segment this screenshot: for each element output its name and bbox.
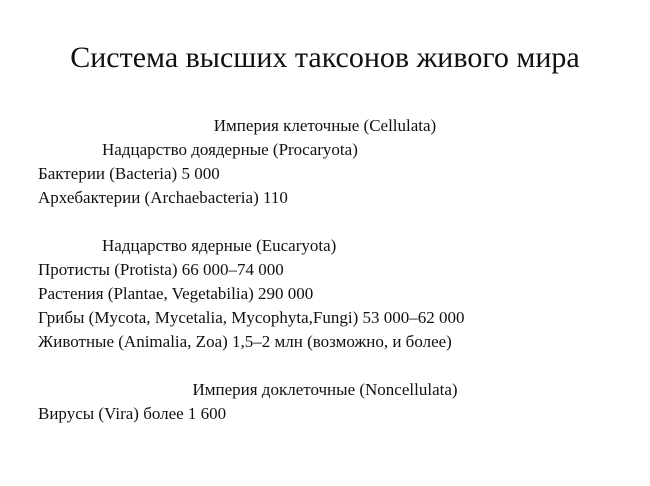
- superkingdom-procaryota-heading: Надцарство доядерные (Procaryota): [102, 140, 358, 159]
- protista-line: Протисты (Protista) 66 000–74 000: [38, 260, 284, 279]
- vira-line: Вирусы (Vira) более 1 600: [38, 404, 227, 423]
- animalia-line: Животные (Animalia, Zoa) 1,5–2 млн (возможно, и более): [38, 332, 452, 351]
- bacteria-line: Бактерии (Bacteria) 5 000: [38, 164, 220, 183]
- plantae-line: Растения (Plantae, Vegetabilia) 290 000: [38, 284, 314, 303]
- empire-cellulata-heading: Империя клеточные (Cellulata): [213, 116, 437, 135]
- fungi-line: Грибы (Mycota, Mycetalia, Mycophyta,Fungi) 53 000–62 000: [38, 308, 465, 327]
- slide-title: Система высших таксонов живого мира: [70, 41, 580, 74]
- empire-noncellulata-heading: Империя доклеточные (Noncellulata): [192, 380, 458, 399]
- superkingdom-eucaryota-heading: Надцарство ядерные (Eucaryota): [102, 236, 337, 255]
- archaebacteria-line: Архебактерии (Archaebacteria) 110: [38, 188, 288, 207]
